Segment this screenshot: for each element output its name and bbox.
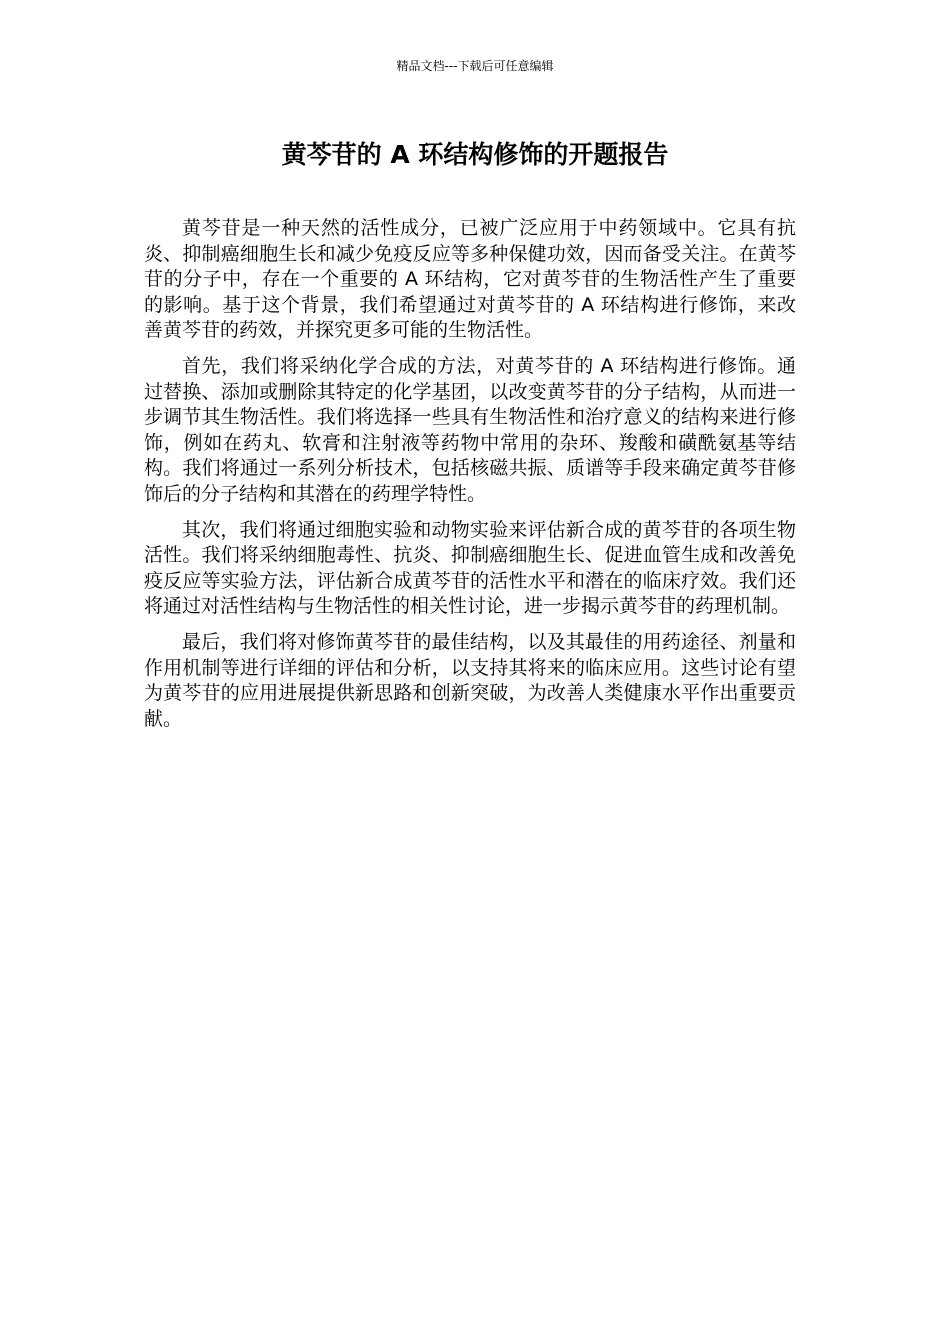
paragraph-intro: 黄芩苷是一种天然的活性成分，已被广泛应用于中药领域中。它具有抗炎、抑制癌细胞生长和减少免疫反应等多种保健功效，因而备受关注。在黄芩苷的分子中，存在一个重要的 A 环结构，它对黄芩苷的生物活性产生了重要的影响。基于这个背景，我们希望通过对黄芩苷的 A 环结构进行修饰，来改善黄芩苷的药效，并探究更多可能的生物活性。 (144, 217, 796, 342)
document-body (144, 216, 796, 742)
document-title: 黄芩苷的 A 环结构修饰的开题报告 (281, 140, 669, 169)
paragraph-evaluation: 其次，我们将通过细胞实验和动物实验来评估新合成的黄芩苷的各项生物活性。我们将采纳细胞毒性、抗炎、抑制癌细胞生长、促进血管生成和改善免疫反应等实验方法，评估新合成黄芩苷的活性水平和潜在的临床疗效。我们还将通过对活性结构与生物活性的相关性讨论，进一步揭示黄芩苷的药理机制。 (144, 518, 796, 618)
paragraph-synthesis: 首先，我们将采纳化学合成的方法，对黄芩苷的 A 环结构进行修饰。通过替换、添加或删除其特定的化学基团，以改变黄芩苷的分子结构，从而进一步调节其生物活性。我们将选择一些具有生物活性和治疗意义的结构来进行修饰，例如在药丸、软膏和注射液等药物中常用的杂环、羧酸和磺酰氨基等结构。我们将通过一系列分析技术，包括核磁共振、质谱等手段来确定黄芩苷修饰后的分子结构和其潜在的药理学特性。 (144, 354, 796, 505)
paragraph-conclusion: 最后，我们将对修饰黄芩苷的最佳结构，以及其最佳的用药途径、剂量和作用机制等进行详细的评估和分析，以支持其将来的临床应用。这些讨论有望为黄芩苷的应用进展提供新思路和创新突破，为改善人类健康水平作出重要贡献。 (144, 630, 796, 730)
header-note: 精品文档---下载后可任意编辑 (396, 59, 554, 73)
